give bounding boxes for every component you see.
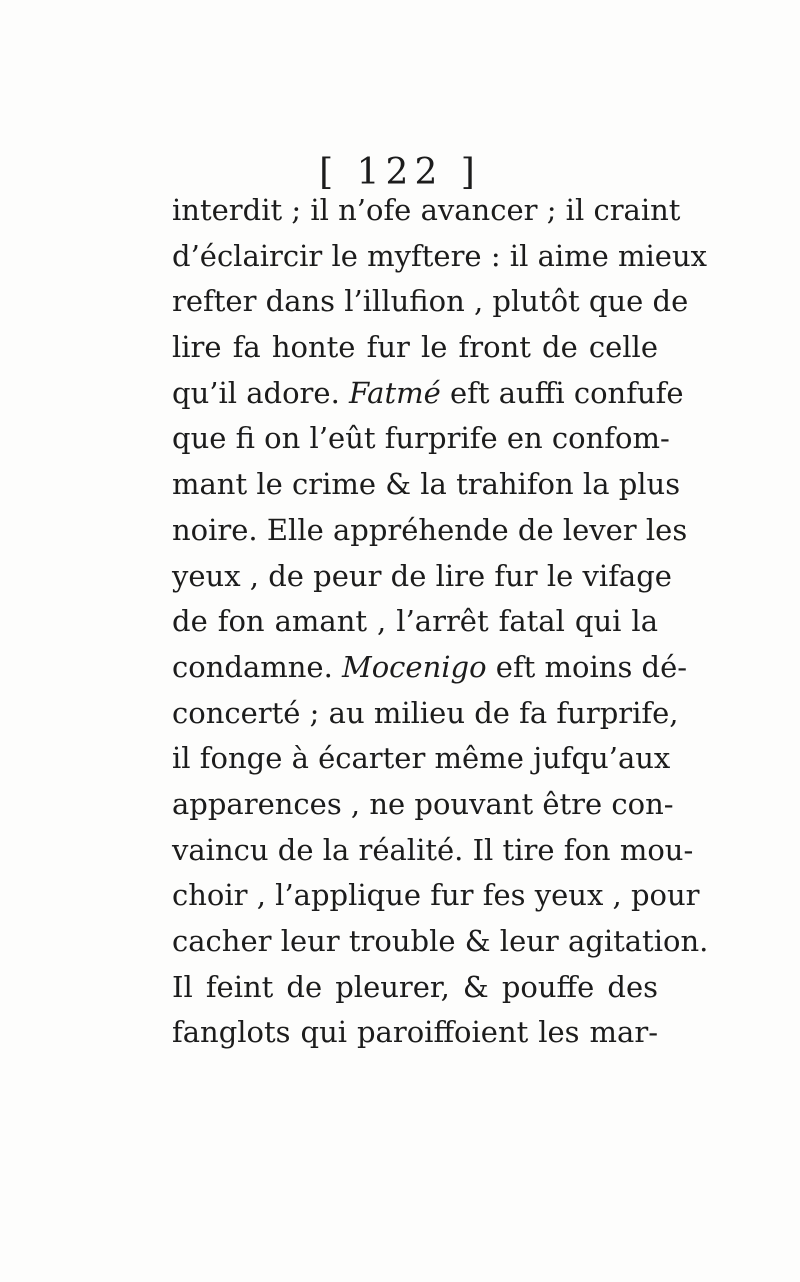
text-segment: qu’il adore. bbox=[172, 375, 350, 410]
text-line: Il feint de pleurer, & pouffe des bbox=[172, 969, 658, 1004]
text-line: vaincu de la réalité. Il tire fon mou- bbox=[172, 832, 694, 867]
text-line: choir , l’applique fur fes yeux , pour bbox=[172, 878, 700, 913]
text-line: concerté ; au milieu de fa furprife, bbox=[172, 695, 679, 730]
text-segment: eft moins dé- bbox=[486, 649, 688, 684]
text-line: interdit ; il n’ofe avancer ; il craint bbox=[172, 193, 681, 227]
text-line: refter dans l’illufion , plutôt que de bbox=[172, 284, 689, 319]
text-line: noire. Elle appréhende de lever les bbox=[172, 512, 688, 547]
character-name-mocenigo: Mocenigo bbox=[342, 649, 487, 684]
text-line: yeux , de peur de lire fur le vifage bbox=[172, 558, 672, 593]
text-line: apparences , ne pouvant être con- bbox=[172, 786, 674, 821]
text-line: cacher leur trouble & leur agitation. bbox=[172, 924, 709, 958]
text-line: lire fa honte fur le front de celle bbox=[172, 330, 658, 365]
text-segment: eft auffi confufe bbox=[440, 375, 684, 410]
text-line: mant le crime & la trahifon la plus bbox=[172, 467, 681, 502]
text-line: que fi on l’eût furprife en confom- bbox=[172, 421, 670, 456]
text-line: fanglots qui paroiffoient les mar- bbox=[172, 1015, 658, 1050]
text-line: il fonge à écarter même jufqu’aux bbox=[172, 741, 671, 776]
body-text bbox=[172, 188, 709, 1056]
page-number: [ 122 ] bbox=[319, 152, 481, 193]
text-segment: condamne. bbox=[172, 649, 343, 684]
text-line bbox=[172, 645, 688, 691]
text-line bbox=[172, 371, 684, 417]
character-name-fatme: Fatmé bbox=[349, 375, 441, 410]
text-line: de fon amant , l’arrêt fatal qui la bbox=[172, 604, 658, 639]
text-line: d’éclaircir le myftere : il aime mieux bbox=[172, 238, 707, 273]
